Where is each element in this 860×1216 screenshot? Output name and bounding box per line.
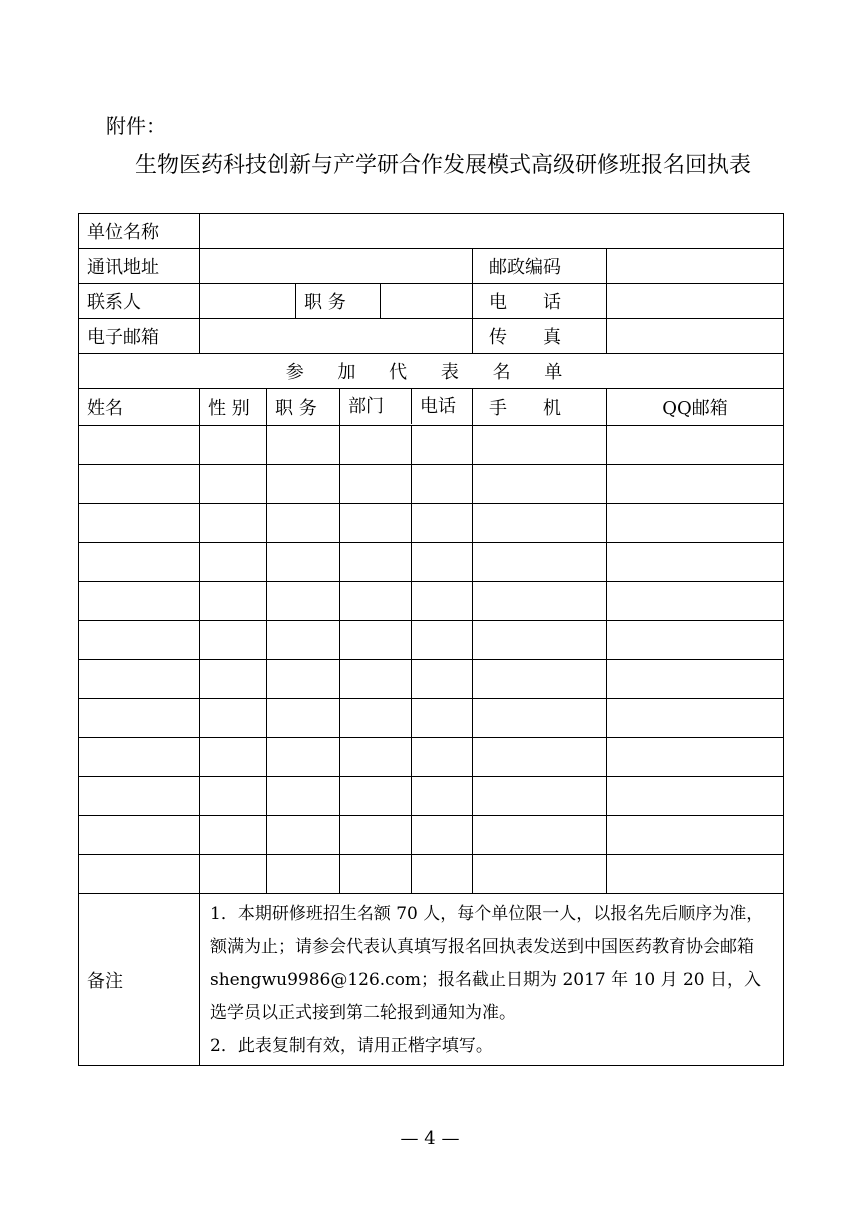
fax-label: 传 真 <box>473 319 607 354</box>
blank-cell[interactable] <box>473 465 607 504</box>
blank-cell[interactable] <box>79 504 200 543</box>
position-label: 职 务 <box>296 284 381 319</box>
blank-cell[interactable] <box>473 543 607 582</box>
table-row <box>79 777 784 816</box>
row-unit-name <box>79 214 784 249</box>
blank-cell[interactable] <box>267 855 340 894</box>
blank-cell[interactable] <box>340 504 473 543</box>
col-header-gender: 性 别 <box>200 389 267 426</box>
blank-cell[interactable] <box>200 465 267 504</box>
remarks-item: 1．本期研修班招生名额 70 人，每个单位限一人，以报名先后顺序为准，额满为止；请参会代表认真填写报名回执表发送到中国医药教育协会邮箱 shengwu9986@126.com；报名截止日期为 2017 年 10 月 20 日，入选学员以正式接到第二轮报到通知为准。 <box>210 904 764 1023</box>
table-row <box>79 699 784 738</box>
blank-cell[interactable] <box>79 777 200 816</box>
address-field[interactable] <box>200 249 473 284</box>
blank-cell[interactable] <box>340 777 473 816</box>
blank-cell[interactable] <box>473 504 607 543</box>
blank-cell[interactable] <box>200 582 267 621</box>
blank-cell[interactable] <box>607 699 784 738</box>
blank-cell[interactable] <box>340 738 473 777</box>
blank-cell[interactable] <box>200 660 267 699</box>
blank-cell[interactable] <box>340 621 473 660</box>
table-row <box>79 855 784 894</box>
blank-cell[interactable] <box>473 426 607 465</box>
blank-cell[interactable] <box>340 543 473 582</box>
blank-cell[interactable] <box>340 465 473 504</box>
blank-cell[interactable] <box>340 855 473 894</box>
blank-cell[interactable] <box>267 465 340 504</box>
page-number: — 4 — <box>400 1128 460 1149</box>
contact-label: 联系人 <box>79 284 200 319</box>
table-row <box>79 504 784 543</box>
contact-field[interactable] <box>200 284 296 319</box>
table-row <box>79 660 784 699</box>
table-row <box>79 543 784 582</box>
col-header-dept: 部门 <box>340 389 412 424</box>
row-remarks <box>79 894 784 1066</box>
blank-cell[interactable] <box>267 504 340 543</box>
blank-cell[interactable] <box>200 699 267 738</box>
row-delegates-title <box>79 354 784 389</box>
blank-cell[interactable] <box>267 543 340 582</box>
blank-cell[interactable] <box>79 816 200 855</box>
position-field[interactable] <box>381 284 473 319</box>
blank-cell[interactable] <box>607 855 784 894</box>
col-header-dept-phone <box>340 389 473 426</box>
blank-cell[interactable] <box>340 816 473 855</box>
table-row <box>79 582 784 621</box>
delegates-title: 参 加 代 表 名 单 <box>79 354 784 389</box>
blank-cell[interactable] <box>473 660 607 699</box>
blank-cell[interactable] <box>607 816 784 855</box>
blank-cell[interactable] <box>607 426 784 465</box>
remarks-label: 备注 <box>79 894 200 1066</box>
postcode-field[interactable] <box>607 249 784 284</box>
email-label: 电子邮箱 <box>79 319 200 354</box>
blank-cell[interactable] <box>267 777 340 816</box>
table-row <box>79 621 784 660</box>
blank-cell[interactable] <box>200 855 267 894</box>
attachment-label: 附件： <box>106 114 166 138</box>
blank-cell[interactable] <box>79 855 200 894</box>
blank-cell[interactable] <box>607 504 784 543</box>
blank-cell[interactable] <box>340 426 473 465</box>
phone-label: 电 话 <box>473 284 607 319</box>
form-title: 生物医药科技创新与产学研合作发展模式高级研修班报名回执表 <box>134 153 751 178</box>
blank-cell[interactable] <box>200 738 267 777</box>
blank-cell[interactable] <box>200 504 267 543</box>
blank-cell[interactable] <box>79 582 200 621</box>
blank-cell[interactable] <box>267 621 340 660</box>
blank-cell[interactable] <box>200 777 267 816</box>
blank-cell[interactable] <box>340 699 473 738</box>
blank-cell[interactable] <box>267 660 340 699</box>
blank-cell[interactable] <box>607 582 784 621</box>
blank-cell[interactable] <box>340 582 473 621</box>
blank-cell[interactable] <box>607 660 784 699</box>
blank-cell[interactable] <box>200 426 267 465</box>
table-row <box>79 816 784 855</box>
blank-cell[interactable] <box>607 465 784 504</box>
col-header-name: 姓名 <box>79 389 200 426</box>
table-row <box>79 426 784 465</box>
blank-cell[interactable] <box>200 543 267 582</box>
blank-cell[interactable] <box>607 777 784 816</box>
remarks-item: 2．此表复制有效，请用正楷字填写。 <box>210 1036 493 1056</box>
blank-cell[interactable] <box>607 621 784 660</box>
col-header-mobile: 手 机 <box>473 389 607 426</box>
blank-cell[interactable] <box>267 816 340 855</box>
col-header-phone: 电话 <box>420 396 456 417</box>
address-label: 通讯地址 <box>79 249 200 284</box>
blank-cell[interactable] <box>473 582 607 621</box>
blank-cell[interactable] <box>473 855 607 894</box>
blank-cell[interactable] <box>473 816 607 855</box>
blank-cell[interactable] <box>79 699 200 738</box>
col-header-position: 职 务 <box>267 389 340 426</box>
blank-cell[interactable] <box>267 699 340 738</box>
postcode-label: 邮政编码 <box>473 249 607 284</box>
blank-cell[interactable] <box>79 738 200 777</box>
blank-cell[interactable] <box>79 621 200 660</box>
row-contact <box>79 284 784 319</box>
blank-cell[interactable] <box>267 582 340 621</box>
col-header-qq-email: QQ邮箱 <box>607 389 784 426</box>
blank-cell[interactable] <box>473 621 607 660</box>
blank-cell[interactable] <box>607 738 784 777</box>
blank-cell[interactable] <box>473 699 607 738</box>
blank-cell[interactable] <box>267 738 340 777</box>
registration-form-table <box>78 213 784 1066</box>
email-field[interactable] <box>200 319 473 354</box>
blank-cell[interactable] <box>473 777 607 816</box>
blank-cell[interactable] <box>200 621 267 660</box>
blank-cell[interactable] <box>79 465 200 504</box>
blank-cell[interactable] <box>340 660 473 699</box>
unit-name-field[interactable] <box>200 214 784 249</box>
unit-name-label: 单位名称 <box>79 214 200 249</box>
blank-cell[interactable] <box>473 738 607 777</box>
blank-cell[interactable] <box>79 543 200 582</box>
row-column-headers <box>79 389 784 426</box>
table-row <box>79 738 784 777</box>
phone-field[interactable] <box>607 284 784 319</box>
blank-cell[interactable] <box>267 426 340 465</box>
blank-cell[interactable] <box>200 816 267 855</box>
remarks-text <box>200 894 784 1066</box>
row-address <box>79 249 784 284</box>
table-row <box>79 465 784 504</box>
blank-cell[interactable] <box>79 660 200 699</box>
blank-cell[interactable] <box>79 426 200 465</box>
blank-cell[interactable] <box>607 543 784 582</box>
row-email <box>79 319 784 354</box>
fax-field[interactable] <box>607 319 784 354</box>
